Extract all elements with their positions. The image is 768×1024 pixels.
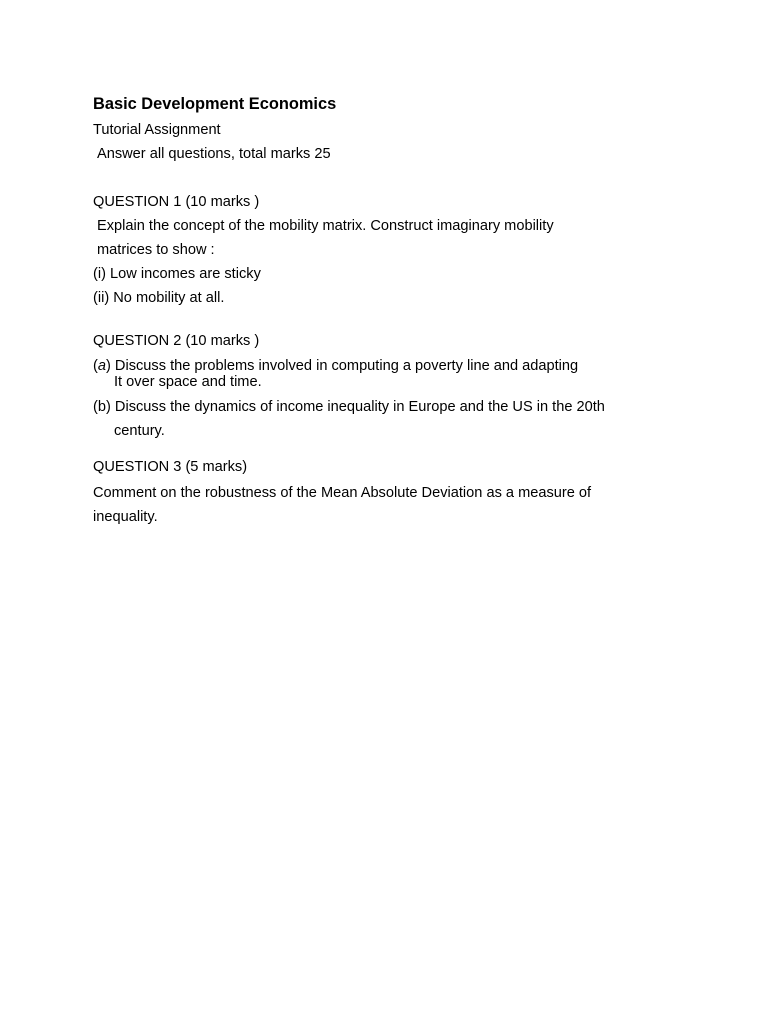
part-b-open: ( <box>93 399 98 415</box>
part-b-close: ) <box>106 399 111 415</box>
question-2-part-b <box>93 399 605 416</box>
question-3-line: Comment on the robustness of the Mean Absolute Deviation as a measure of <box>93 485 592 501</box>
question-2-part-b-continuation: century. <box>114 423 165 439</box>
document-title: Basic Development Economics <box>93 95 337 113</box>
question-1-item: (i) Low incomes are sticky <box>93 266 261 282</box>
part-a-text: Discuss the problems involved in computing a poverty line and adapting <box>110 358 579 374</box>
question-3-heading: QUESTION 3 (5 marks) <box>93 459 248 475</box>
part-b-letter: b <box>97 399 106 415</box>
question-1-heading: QUESTION 1 (10 marks ) <box>93 194 260 210</box>
question-1-line: matrices to show : <box>97 242 215 258</box>
question-2-part-a <box>93 358 578 375</box>
part-b-text: Discuss the dynamics of income inequality in Europe and the US in the 20th <box>110 399 605 415</box>
question-3-line: inequality. <box>93 509 158 525</box>
question-2-heading: QUESTION 2 (10 marks ) <box>93 333 260 349</box>
part-a-letter: a <box>97 358 106 374</box>
part-a-open: ( <box>93 358 98 374</box>
question-1-line: Explain the concept of the mobility matrix. Construct imaginary mobility <box>97 218 554 234</box>
part-a-close: ) <box>106 358 111 374</box>
instructions: Answer all questions, total marks 25 <box>97 146 331 162</box>
document-subtitle: Tutorial Assignment <box>93 122 221 138</box>
question-2-part-a-continuation: It over space and time. <box>114 374 262 390</box>
question-1-item: (ii) No mobility at all. <box>93 290 225 306</box>
